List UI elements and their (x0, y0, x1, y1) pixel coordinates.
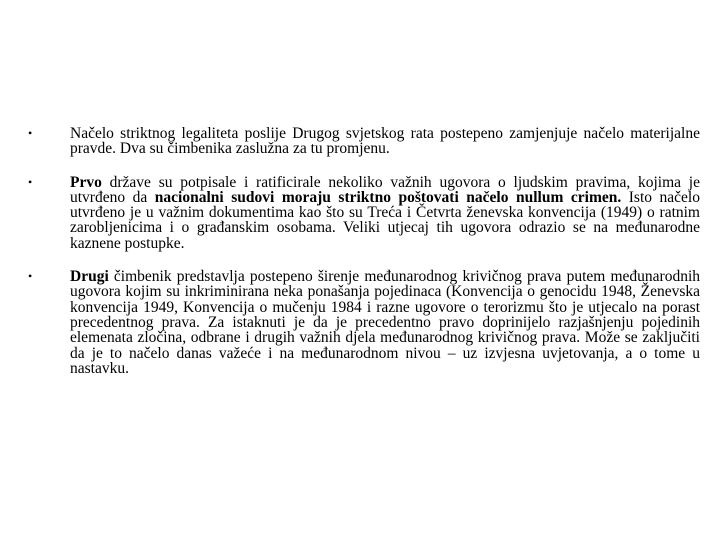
paragraph-text (70, 268, 700, 377)
bullet-icon: • (28, 126, 33, 140)
bullet-list (28, 126, 700, 394)
text-segment: države su potpisale i ratificirale nekoliko važnih ugovora o ljudskim pravima, kojima je utvrđeno da (70, 173, 700, 206)
list-item (28, 175, 700, 251)
bullet-icon: • (28, 174, 33, 189)
bullet-icon: • (28, 269, 33, 284)
emphasis-text: nacionalni sudovi moraju striktno poštovati načelo nullum crimen. (154, 188, 622, 206)
lead-word: Drugi (70, 268, 109, 286)
text-segment: čimbenik predstavlja postepeno širenje međunarodnog krivičnog prava putem međunarodnih ugovora kojim su inkriminirana neka ponašanja pojedinaca (Konvencija o genocidu 1948, Ženevska konvencija 1949, Konvencija o mučenju 1984 i razne ugovore o terorizmu što je utjecalo na porast precedentnog prava. Za istaknuti je da je precedentno pravo doprinijelo razjašnjenju pojedinih elemenata zločina, odbrane i drugih važnih djela međunarodnog krivičnog prava. Može se zaključiti da je to načelo danas važeće i na međunarodnom nivou – uz izvjesna uvjetovanja, a o tome u nastavku. (70, 268, 700, 377)
paragraph-text (70, 174, 700, 252)
list-item (28, 126, 700, 157)
text-segment: Isto načelo utvrđeno je u važnim dokumentima kao što su Treća i Četvrta ženevska konvencija (1949) o ratnim zarobljenicima i o građanskim osobama. Veliki utjecaj tih ugovora odrazio se na međunarodne kaznene postupke. (70, 188, 700, 252)
paragraph-text: Načelo striktnog legaliteta poslije Drugog svjetskog rata postepeno zamjenjuje načelo materijalne pravde. Dva su čimbenika zaslužna za tu promjenu. (70, 125, 700, 158)
lead-word: Prvo (70, 173, 102, 191)
list-item (28, 269, 700, 376)
